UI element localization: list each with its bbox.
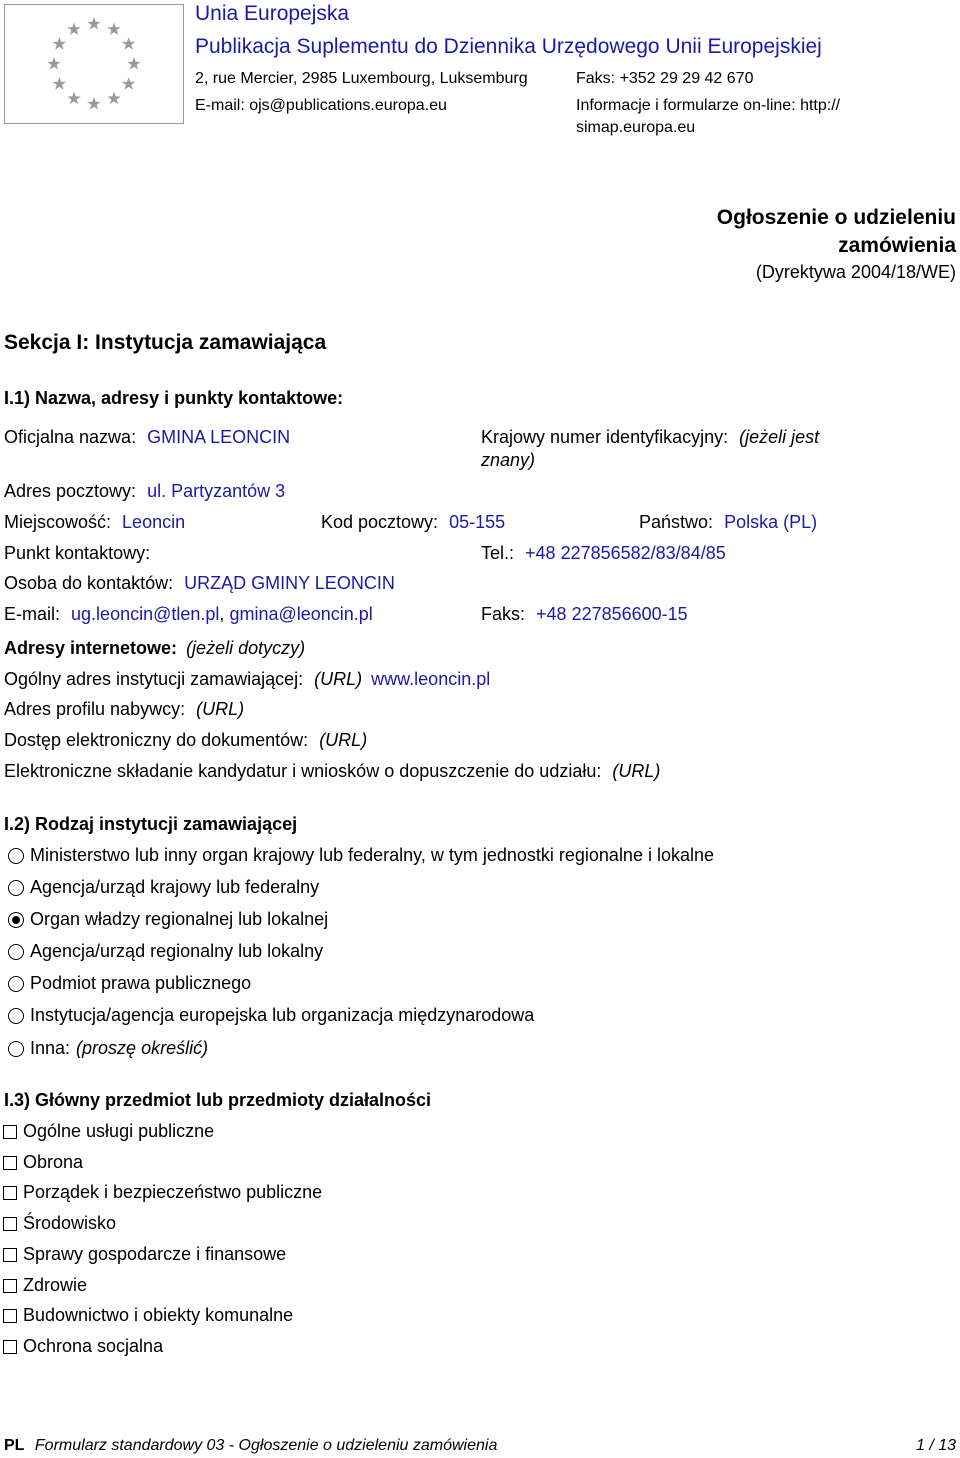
eu-flag-logo — [4, 4, 184, 124]
general-url-row — [4, 669, 490, 690]
postcode-label: Kod pocztowy: — [321, 512, 439, 532]
other-note: (proszę określić) — [76, 1038, 209, 1058]
internet-row — [4, 638, 305, 659]
authority-option[interactable] — [8, 941, 323, 962]
electronic-submission-label: Elektroniczne składanie kandydatur i wniosków o dopuszczenie do udziału: — [4, 761, 602, 781]
checkbox-icon[interactable] — [3, 1279, 17, 1293]
activity-option[interactable] — [3, 1121, 214, 1142]
footer-lang: PL — [4, 1437, 25, 1454]
star-icon — [122, 37, 135, 50]
official-name-value: GMINA LEONCIN — [147, 427, 291, 447]
postal-value: ul. Partyzantów 3 — [147, 481, 286, 501]
authority-option[interactable] — [8, 845, 714, 866]
eu-stars-icon — [5, 5, 183, 123]
electronic-access-row — [4, 730, 367, 751]
authority-option[interactable] — [8, 1038, 208, 1059]
star-icon — [107, 92, 120, 105]
postal-row — [4, 481, 285, 502]
national-id-note-2: znany) — [481, 450, 536, 470]
activity-option-label: Ochrona socjalna — [23, 1336, 164, 1356]
section1-title: Sekcja I: Instytucja zamawiająca — [4, 331, 327, 354]
buyer-profile-tag: (URL) — [196, 699, 245, 719]
authority-option[interactable] — [8, 1005, 534, 1026]
tel-label: Tel.: — [481, 543, 515, 563]
electronic-access-label: Dostęp elektroniczny do dokumentów: — [4, 730, 309, 750]
authority-option[interactable] — [8, 909, 328, 930]
activity-option-label: Budownictwo i obiekty komunalne — [23, 1305, 294, 1325]
header-online-2: simap.europa.eu — [576, 119, 696, 136]
activity-option[interactable] — [3, 1182, 322, 1203]
authority-option[interactable] — [8, 973, 251, 994]
activity-option[interactable] — [3, 1275, 87, 1296]
authority-option-label: Organ władzy regionalnej lub lokalnej — [30, 909, 329, 929]
radio-unchecked-icon[interactable] — [8, 1041, 24, 1057]
activity-option-label: Sprawy gospodarcze i finansowe — [23, 1244, 287, 1264]
checkbox-icon[interactable] — [3, 1156, 17, 1170]
activity-option-label: Obrona — [23, 1152, 84, 1172]
country-value: Polska (PL) — [724, 512, 818, 532]
star-icon — [67, 22, 80, 35]
internet-label: Adresy internetowe: — [4, 638, 178, 658]
email-separator: , — [219, 604, 225, 624]
contact-point-label: Punkt kontaktowy: — [4, 543, 151, 563]
star-icon — [87, 17, 100, 30]
fax-row — [481, 604, 688, 625]
checkbox-icon[interactable] — [3, 1125, 17, 1139]
country-row — [639, 512, 817, 533]
star-icon — [107, 22, 120, 35]
email-row — [4, 604, 373, 625]
star-icon — [127, 57, 140, 70]
authority-option-label: Podmiot prawa publicznego — [30, 973, 252, 993]
star-icon — [53, 77, 66, 90]
notice-directive: (Dyrektywa 2004/18/WE) — [755, 262, 956, 282]
header-address: 2, rue Mercier, 2985 Luxembourg, Luksemburg — [195, 70, 528, 87]
radio-unchecked-icon[interactable] — [8, 944, 24, 960]
activity-option-label: Ogólne usługi publiczne — [23, 1121, 215, 1141]
email-link-1[interactable]: ug.leoncin@tlen.pl — [71, 604, 220, 624]
radio-checked-icon[interactable] — [8, 912, 24, 928]
header-online-1: Informacje i formularze on-line: http:// — [576, 97, 841, 114]
radio-unchecked-icon[interactable] — [8, 1008, 24, 1024]
tel-row — [481, 543, 726, 564]
email-label: E-mail: — [4, 604, 61, 624]
activity-option-label: Środowisko — [23, 1213, 117, 1233]
electronic-submission-row — [4, 761, 660, 782]
checkbox-icon[interactable] — [3, 1248, 17, 1262]
contact-person-row — [4, 573, 395, 594]
authority-option[interactable] — [8, 877, 319, 898]
activity-option[interactable] — [3, 1305, 293, 1326]
official-name-row — [4, 427, 290, 448]
activity-option-label: Porządek i bezpieczeństwo publiczne — [23, 1182, 323, 1202]
header-email: E-mail: ojs@publications.europa.eu — [195, 97, 447, 114]
national-id-note-1: (jeżeli jest — [739, 427, 820, 447]
s13-title: I.3) Główny przedmiot lub przedmioty działalności — [4, 1090, 432, 1110]
postcode-row — [321, 512, 505, 533]
activity-option-label: Zdrowie — [23, 1275, 88, 1295]
star-icon — [122, 77, 135, 90]
official-name-label: Oficjalna nazwa: — [4, 427, 137, 447]
buyer-profile-row — [4, 699, 244, 720]
header-fax: Faks: +352 29 29 42 670 — [576, 70, 754, 87]
fax-value: +48 227856600-15 — [536, 604, 688, 624]
contact-person-label: Osoba do kontaktów: — [4, 573, 174, 593]
activity-option[interactable] — [3, 1244, 286, 1265]
checkbox-icon[interactable] — [3, 1186, 17, 1200]
postal-label: Adres pocztowy: — [4, 481, 137, 501]
activity-option[interactable] — [3, 1336, 163, 1357]
general-url-tag: (URL) — [314, 669, 363, 689]
national-id-row — [481, 427, 819, 448]
star-icon — [47, 57, 60, 70]
authority-option-label: Agencja/urząd regionalny lub lokalny — [30, 941, 324, 961]
authority-option-label: Instytucja/agencja europejska lub organizacja międzynarodowa — [30, 1005, 535, 1025]
general-url-link[interactable]: www.leoncin.pl — [371, 669, 491, 689]
email-link-2[interactable]: gmina@leoncin.pl — [229, 604, 373, 624]
tel-value: +48 227856582/83/84/85 — [525, 543, 726, 563]
checkbox-icon[interactable] — [3, 1217, 17, 1231]
postcode-value: 05-155 — [449, 512, 506, 532]
radio-unchecked-icon[interactable] — [8, 880, 24, 896]
s12-title: I.2) Rodzaj instytucji zamawiającej — [4, 814, 298, 834]
general-url-label: Ogólny adres instytucji zamawiającej: — [4, 669, 304, 689]
town-label: Miejscowość: — [4, 512, 112, 532]
electronic-access-tag: (URL) — [319, 730, 368, 750]
fax-label: Faks: — [481, 604, 526, 624]
star-icon — [53, 37, 66, 50]
authority-option-label: Ministerstwo lub inny organ krajowy lub federalny, w tym jednostki regionalne i lokalne — [30, 845, 714, 865]
star-icon — [87, 97, 100, 110]
activity-option[interactable] — [3, 1213, 116, 1234]
footer-page: 1 / 13 — [915, 1437, 956, 1454]
radio-unchecked-icon[interactable] — [8, 848, 24, 864]
footer-left — [4, 1437, 497, 1455]
checkbox-icon[interactable] — [3, 1340, 17, 1354]
electronic-submission-tag: (URL) — [612, 761, 661, 781]
checkbox-icon[interactable] — [3, 1309, 17, 1323]
notice-title-2: zamówienia — [838, 234, 956, 257]
activity-option[interactable] — [3, 1152, 83, 1173]
contact-person-value: URZĄD GMINY LEONCIN — [184, 573, 395, 593]
footer-form: Formularz standardowy 03 - Ogłoszenie o udzieleniu zamówienia — [34, 1437, 498, 1454]
authority-option-label: Agencja/urząd krajowy lub federalny — [30, 877, 320, 897]
country-label: Państwo: — [639, 512, 714, 532]
notice-title-1: Ogłoszenie o udzieleniu — [716, 206, 956, 229]
national-id-label: Krajowy numer identyfikacyjny: — [481, 427, 729, 447]
header-publication: Publikacja Suplementu do Dziennika Urzędowego Unii Europejskiej — [195, 35, 822, 58]
buyer-profile-label: Adres profilu nabywcy: — [4, 699, 186, 719]
s11-title: I.1) Nazwa, adresy i punkty kontaktowe: — [4, 388, 344, 408]
town-row — [4, 512, 185, 533]
internet-note: (jeżeli dotyczy) — [186, 638, 306, 658]
star-icon — [67, 92, 80, 105]
town-value: Leoncin — [122, 512, 186, 532]
authority-option-label: Inna: — [30, 1038, 71, 1058]
header-org: Unia Europejska — [195, 2, 350, 25]
radio-unchecked-icon[interactable] — [8, 976, 24, 992]
